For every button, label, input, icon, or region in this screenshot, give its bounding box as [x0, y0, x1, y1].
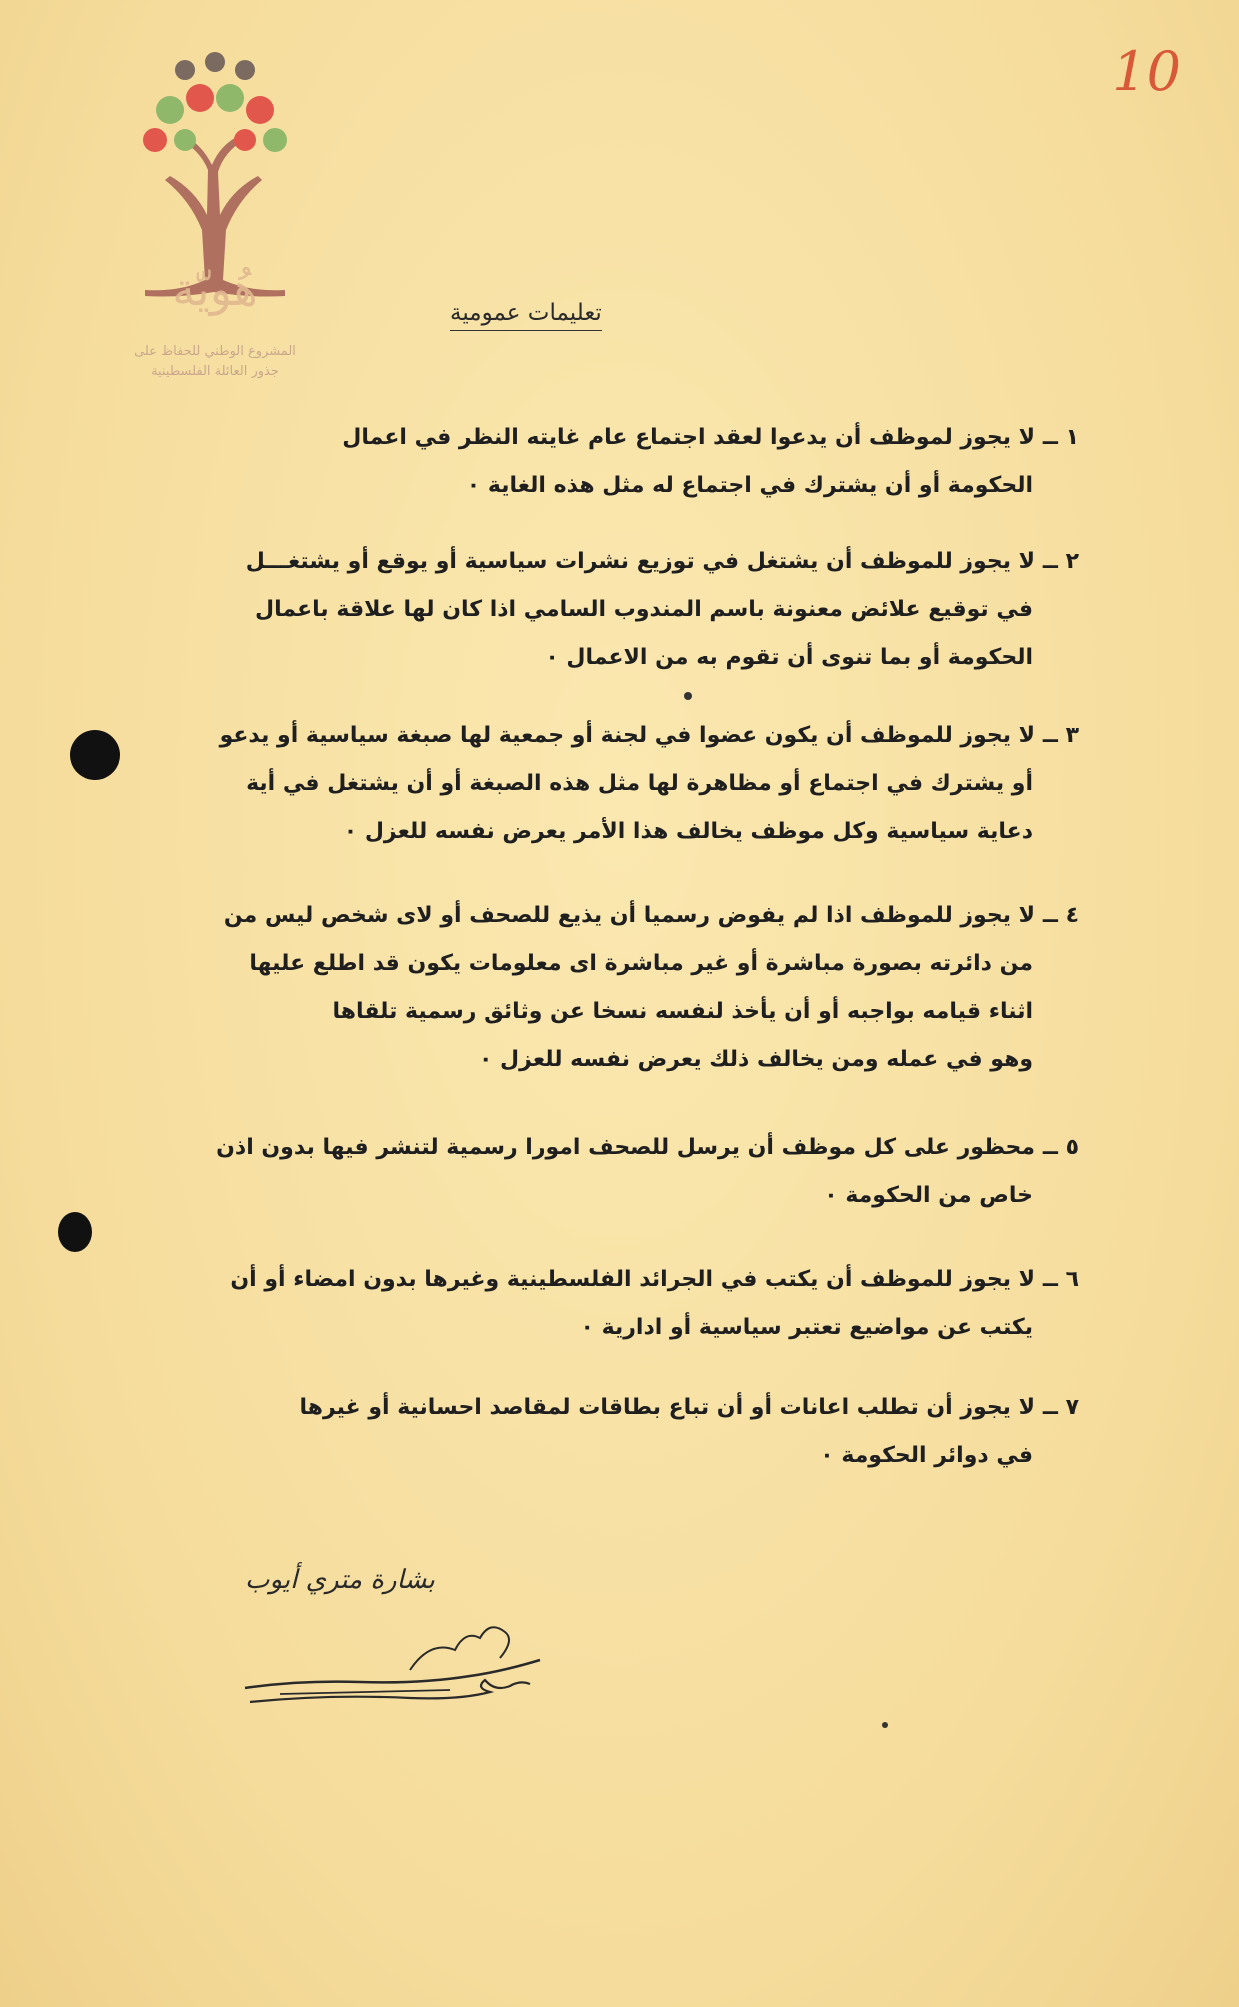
item-number: ٤ ــ	[1042, 903, 1079, 928]
item-line: الحكومة أو بما تنوى أن تقوم به من الاعمال ٠	[545, 645, 1033, 670]
item-line: لا يجوز لموظف أن يدعوا لعقد اجتماع عام غايته النظر في اعمال	[342, 425, 1035, 450]
handwritten-signature	[240, 1610, 580, 1720]
item-line: لا يجوز للموظف أن يشتغل في توزيع نشرات سياسية أو يوقع أو يشتغـــل	[245, 549, 1035, 574]
item-line: أو يشترك في اجتماع أو مظاهرة لها مثل هذه الصبغة أو أن يشتغل في أية	[246, 771, 1033, 796]
logo-wordmark: هُويّة	[172, 262, 258, 316]
item-line: من دائرته بصورة مباشرة أو غير مباشرة اى معلومات يكون قد اطلع عليها	[249, 951, 1033, 976]
punch-hole	[70, 730, 120, 780]
logo-caption-line1: المشروع الوطني للحفاظ على	[134, 344, 296, 359]
instruction-item-1	[342, 414, 1079, 510]
item-line: اثناء قيامه بواجبه أو أن يأخذ لنفسه نسخا عن وثائق رسمية تلقاها	[332, 999, 1033, 1024]
item-line: دعاية سياسية وكل موظف يخالف هذا الأمر يعرض نفسه للعزل ٠	[343, 819, 1033, 844]
page-number-mark: 10	[1112, 40, 1181, 103]
ink-speck	[882, 1722, 888, 1728]
item-line: في توقيع علائض معنونة باسم المندوب السامي اذا كان لها علاقة باعمال	[255, 597, 1033, 622]
item-line: لا يجوز أن تطلب اعانات أو أن تباع بطاقات لمقاصد احسانية أو غيرها	[299, 1395, 1035, 1420]
item-line: وهو في عمله ومن يخالف ذلك يعرض نفسه للعزل ٠	[478, 1047, 1033, 1072]
item-line: لا يجوز للموظف أن يكون عضوا في لجنة أو جمعية لها صبغة سياسية أو يدعو	[219, 723, 1035, 748]
item-line: في دوائر الحكومة ٠	[820, 1443, 1033, 1468]
instruction-item-6	[230, 1256, 1079, 1352]
item-number: ٦ ــ	[1042, 1267, 1079, 1292]
item-number: ٥ ــ	[1042, 1135, 1079, 1160]
punch-hole	[58, 1212, 92, 1252]
instruction-item-2	[246, 538, 1079, 682]
ink-speck	[684, 692, 692, 700]
item-line: لا يجوز للموظف اذا لم يفوض رسميا أن يذيع للصحف أو لاى شخص ليس من	[223, 903, 1035, 928]
tree-logo-icon	[110, 30, 320, 380]
item-line: خاص من الحكومة ٠	[824, 1183, 1033, 1208]
document-title: تعليمات عمومية	[450, 300, 602, 331]
item-line: محظور على كل موظف أن يرسل للصحف امورا رسمية لتنشر فيها بدون اذن	[216, 1135, 1035, 1160]
item-number: ١ ــ	[1042, 425, 1079, 450]
item-line: الحكومة أو أن يشترك في اجتماع له مثل هذه الغاية ٠	[466, 473, 1033, 498]
instruction-item-4	[224, 892, 1079, 1084]
logo-caption-line2: جذور العائلة الفلسطينية	[151, 364, 279, 379]
item-number: ٣ ــ	[1042, 723, 1079, 748]
item-number: ٢ ــ	[1042, 549, 1079, 574]
item-line: يكتب عن مواضيع تعتبر سياسية أو ادارية ٠	[580, 1315, 1033, 1340]
item-number: ٧ ــ	[1042, 1395, 1079, 1420]
signatory-name: بشارة متري أيوب	[245, 1565, 435, 1595]
instruction-item-3	[220, 712, 1079, 856]
instruction-item-7	[299, 1384, 1079, 1480]
instruction-item-5	[216, 1124, 1079, 1220]
item-line: لا يجوز للموظف أن يكتب في الجرائد الفلسطينية وغيرها بدون امضاء أو أن	[230, 1267, 1035, 1292]
